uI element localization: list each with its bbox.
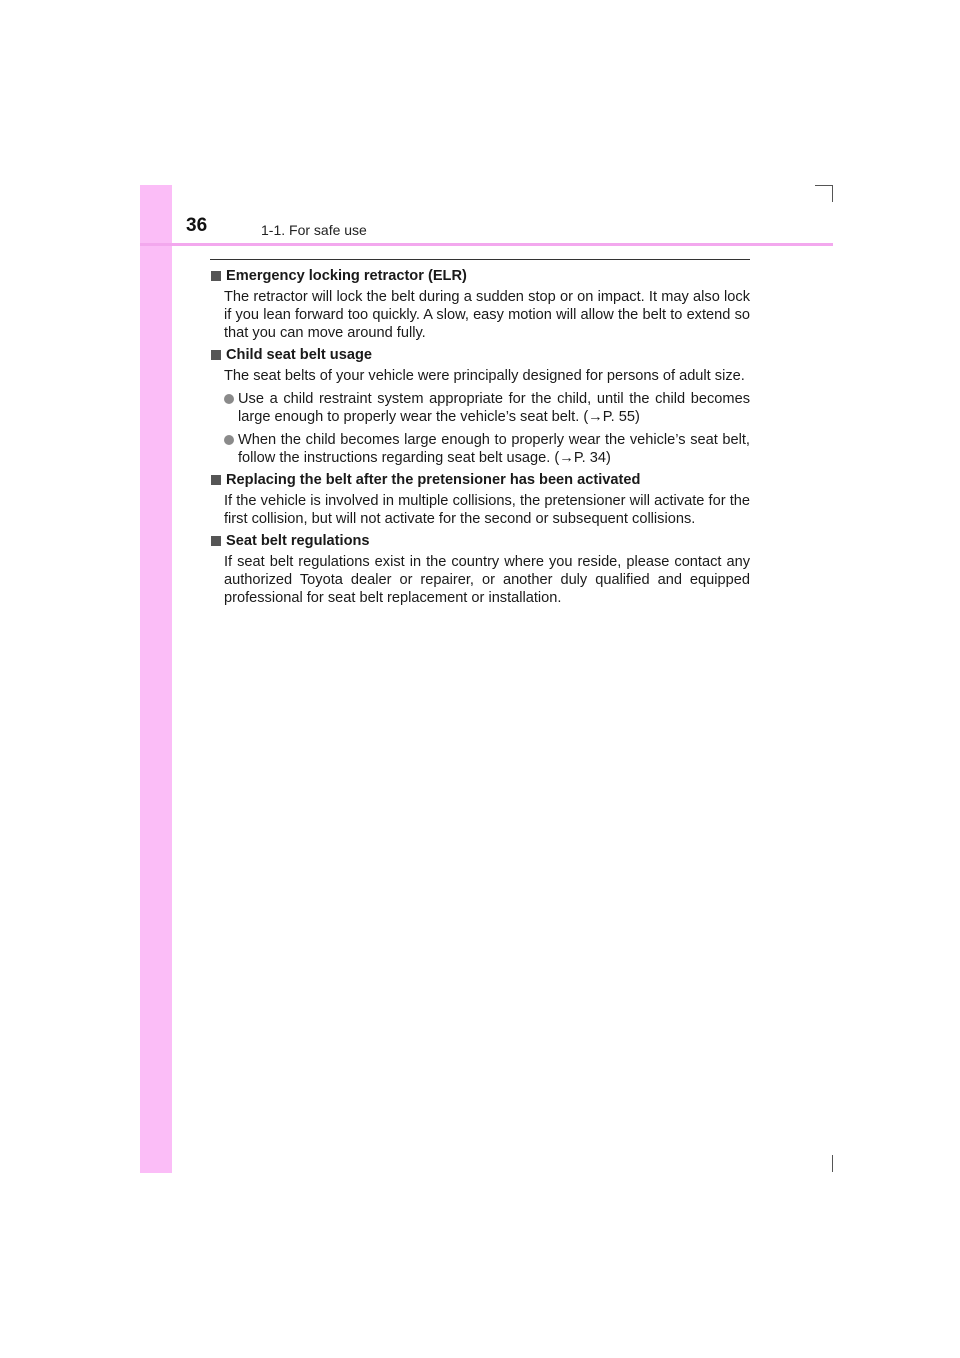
bullet-item — [224, 390, 750, 426]
section-heading-text: Emergency locking retractor (ELR) — [226, 268, 467, 284]
bullet-text: When the child becomes large enough to properly wear the vehicle’s seat belt, follow the instructions regarding seat belt usage. (→P. 34) — [238, 432, 750, 466]
section-heading-text: Replacing the belt after the pretensioner has been activated — [226, 472, 641, 488]
square-icon — [211, 271, 221, 281]
page-content — [210, 259, 750, 611]
bullet-text: Use a child restraint system appropriate for the child, until the child becomes large enough to properly wear the vehicle’s seat belt. (→P. 55) — [238, 391, 750, 425]
section-heading-text: Child seat belt usage — [226, 347, 372, 363]
section-heading-text: Seat belt regulations — [226, 533, 370, 549]
section-elr — [210, 267, 750, 342]
section-paragraph: If the vehicle is involved in multiple collisions, the pretensioner will activate for the first collision, but will not activate for the second or subsequent collisions. — [224, 493, 750, 527]
square-icon — [211, 536, 221, 546]
page-number: 36 — [186, 215, 208, 236]
section-regulations — [210, 532, 750, 607]
section-paragraph: The retractor will lock the belt during a sudden stop or on impact. It may also lock if you lean forward too quickly. A slow, easy motion will allow the belt to extend so that you can move around fully. — [224, 289, 750, 341]
section-child-seat-belt — [210, 346, 750, 467]
section-heading — [210, 267, 750, 285]
section-heading — [210, 471, 750, 489]
circle-bullet-icon — [224, 435, 234, 445]
section-paragraph: The seat belts of your vehicle were principally designed for persons of adult size. — [224, 368, 745, 384]
section-paragraph: If seat belt regulations exist in the country where you reside, please contact any authorized Toyota dealer or repairer, or another duly qualified and equipped professional for seat belt replacement or installation. — [224, 554, 750, 606]
bullet-item — [224, 431, 750, 467]
header-rule — [140, 243, 833, 246]
square-icon — [211, 475, 221, 485]
section-replacing-belt — [210, 471, 750, 528]
circle-bullet-icon — [224, 394, 234, 404]
crop-mark-top-vertical — [832, 185, 833, 202]
crop-mark-bottom-vertical — [832, 1155, 833, 1172]
crop-mark-top-horizontal — [815, 185, 833, 186]
chapter-side-tab — [140, 185, 172, 1173]
section-heading — [210, 532, 750, 550]
square-icon — [211, 350, 221, 360]
section-title: 1-1. For safe use — [261, 222, 367, 238]
section-heading — [210, 346, 750, 364]
